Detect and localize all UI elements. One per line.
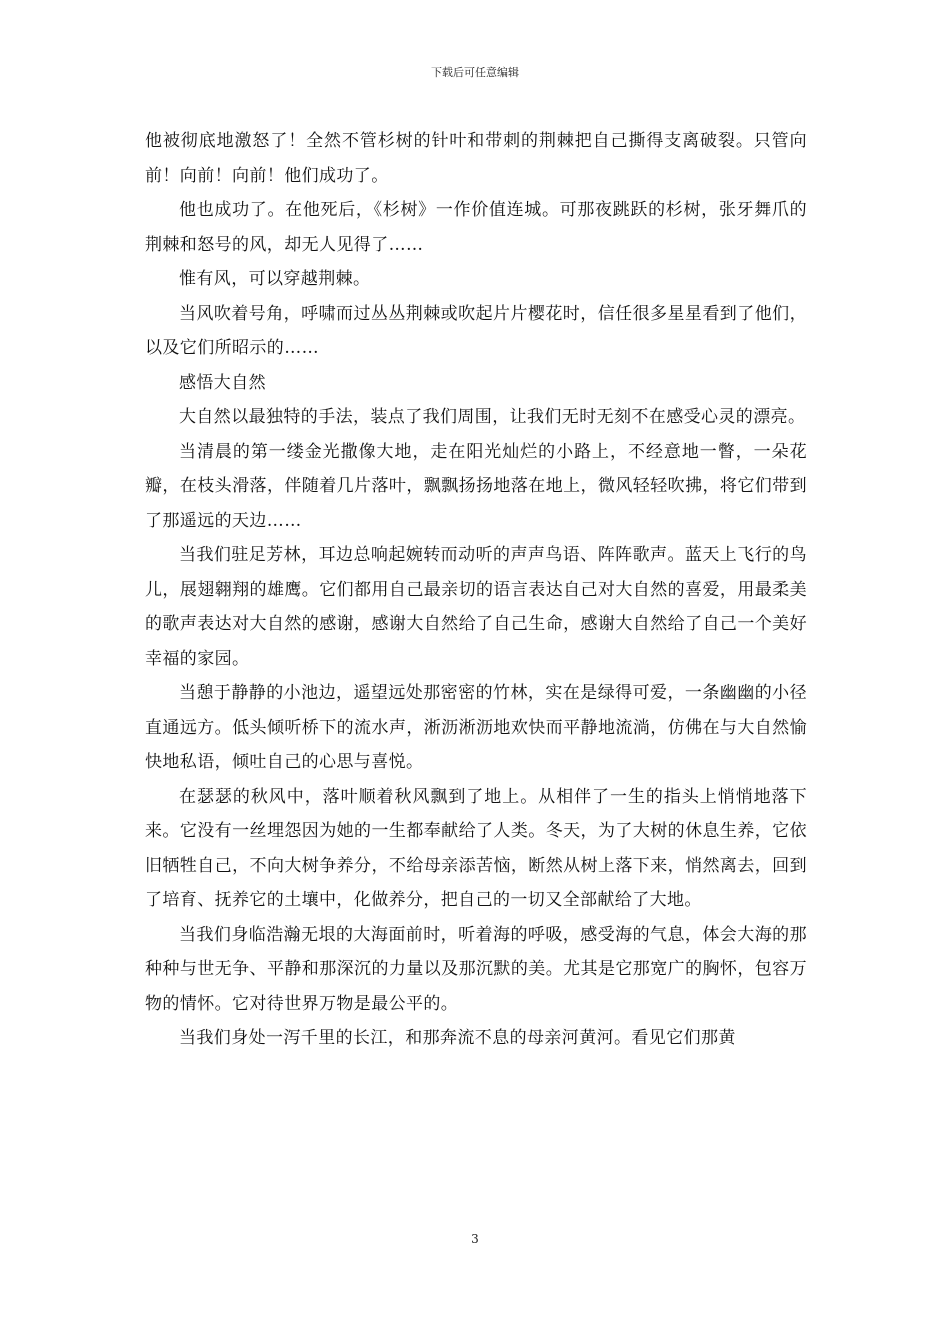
- paragraph-7: 当我们驻足芳林，耳边总响起婉转而动听的声声鸟语、阵阵歌声。蓝天上飞行的鸟儿，展翅翱翔的雄鹰。它们都用自己最亲切的语言表达自己对大自然的喜爱，用最柔美的歌声表达对大自然的感谢，感谢大自然给了自己生命，感谢大自然给了自己一个美好幸福的家园。: [145, 545, 807, 669]
- section-title: 感悟大自然: [179, 372, 266, 393]
- paragraph-1: 他被彻底地激怒了！全然不管杉树的针叶和带刺的荆棘把自己撕得支离破裂。只管向前！向前！向前！他们成功了。: [145, 131, 807, 186]
- paragraph-4: 当风吹着号角，呼啸而过丛丛荆棘或吹起片片樱花时，信任很多星星看到了他们，以及它们所昭示的……: [145, 303, 807, 358]
- page-header: 下载后可任意编辑: [431, 66, 519, 79]
- page-number: 3: [471, 1232, 479, 1246]
- paragraph-10: 当我们身临浩瀚无垠的大海面前时，听着海的呼吸，感受海的气息，体会大海的那种种与世无争、平静和那深沉的力量以及那沉默的美。尤其是它那宽广的胸怀，包容万物的情怀。它对待世界万物是最公平的。: [145, 924, 807, 1014]
- paragraph-2: 他也成功了。在他死后，《杉树》一作价值连城。可那夜跳跃的杉树，张牙舞爪的荆棘和怒号的风，却无人见得了……: [145, 200, 807, 255]
- paragraph-3: 惟有风，可以穿越荆棘。: [179, 269, 371, 289]
- paragraph-8: 当憩于静静的小池边，遥望远处那密密的竹林，实在是绿得可爱，一条幽幽的小径直通远方。低头倾听桥下的流水声，淅沥淅沥地欢快而平静地流淌，仿佛在与大自然愉快地私语，倾吐自己的心思与喜悦。: [145, 683, 807, 772]
- paragraph-5: 大自然以最独特的手法，装点了我们周围，让我们无时无刻不在感受心灵的漂亮。: [179, 407, 806, 427]
- body-text: [145, 124, 807, 1056]
- paragraph-11: 当我们身处一泻千里的长江，和那奔流不息的母亲河黄河。看见它们那黄: [179, 1028, 736, 1048]
- paragraph-6: 当清晨的第一缕金光撒像大地，走在阳光灿烂的小路上，不经意地一瞥，一朵花瓣，在枝头滑落，伴随着几片落叶，飘飘扬扬地落在地上，微风轻轻吹拂，将它们带到了那遥远的天边……: [145, 441, 807, 531]
- paragraph-9: 在瑟瑟的秋风中，落叶顺着秋风飘到了地上。从相伴了一生的指头上悄悄地落下来。它没有一丝埋怨因为她的一生都奉献给了人类。冬天，为了大树的休息生养，它依旧牺牲自己，不向大树争养分，不给母亲添苦恼，断然从树上落下来，悄然离去，回到了培育、抚养它的土壤中，化做养分，把自己的一切又全部献给了大地。: [145, 786, 807, 910]
